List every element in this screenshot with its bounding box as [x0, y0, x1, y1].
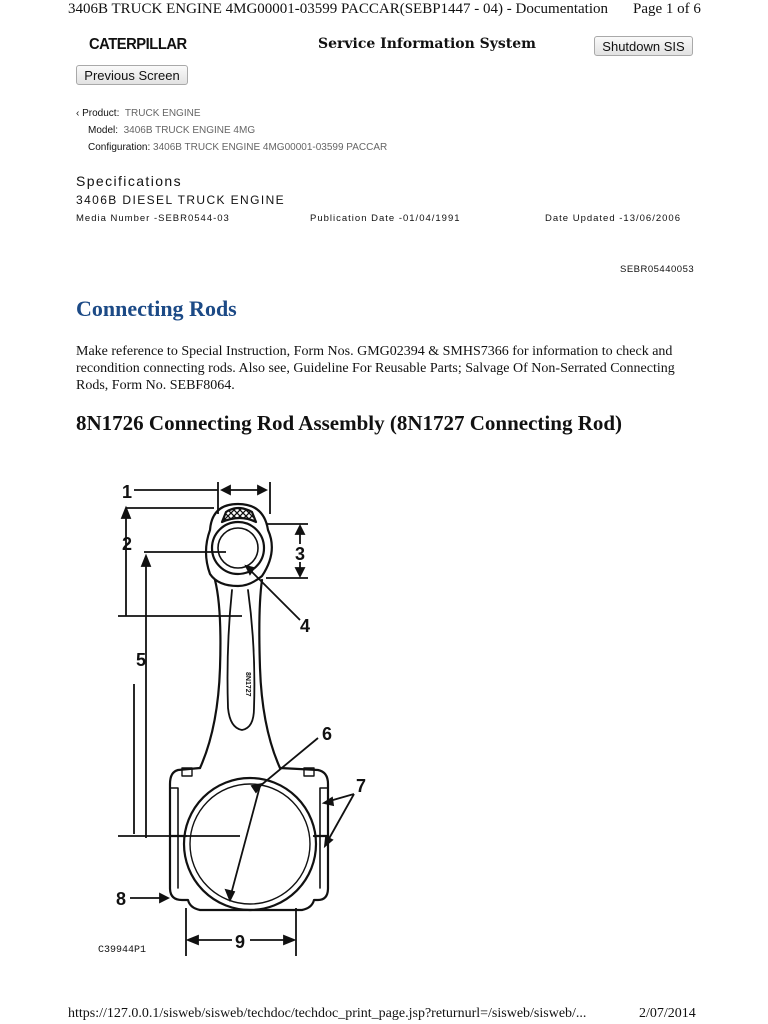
callout-4: 4 [300, 616, 311, 636]
small-end-bushing [218, 528, 258, 568]
product-value: TRUCK ENGINE [124, 108, 201, 119]
shank-web [228, 590, 255, 730]
model-label: Model: [88, 125, 119, 136]
publication-date: Publication Date -01/04/1991 [310, 213, 461, 224]
figure-id: C39944P1 [98, 945, 147, 956]
section-body: Make reference to Special Instruction, Form Nos. GMG02394 & SMHS7366 for information to check and recondition connecting rods. Also see, Guideline For Reusable Parts; Salvage Of Non-Serrated Connecting Rods, Form No. SEBF8064. [76, 344, 675, 393]
callout-1: 1 [122, 482, 133, 502]
previous-screen-button[interactable]: Previous Screen [76, 65, 188, 85]
document-title: 3406B TRUCK ENGINE 4MG00001-03599 PACCAR(SEBP1447 - 04) - Documentation [68, 1, 609, 17]
configuration-label: Configuration: [88, 142, 151, 153]
callout-6: 6 [322, 724, 333, 744]
callout-2: 2 [122, 534, 133, 554]
big-end-outline [170, 768, 328, 910]
callout-5: 5 [136, 650, 147, 670]
footer-url[interactable]: https://127.0.0.1/sisweb/sisweb/techdoc/techdoc_print_page.jsp?returnurl=/sisweb/sisweb/... [68, 1006, 587, 1021]
callout-9: 9 [235, 932, 246, 952]
rod-part-marking: 8N1727 [244, 672, 251, 697]
callout-8: 8 [116, 889, 127, 909]
product-label: Product: [82, 108, 120, 119]
spec-subtitle: 3406B DIESEL TRUCK ENGINE [76, 193, 286, 207]
date-updated: Date Updated -13/06/2006 [545, 213, 681, 224]
big-end-bore [184, 778, 316, 910]
bushing-hatch [222, 508, 256, 522]
page-indicator: Page 1 of 6 [633, 1, 701, 17]
configuration-row [88, 142, 387, 153]
model-value: 3406B TRUCK ENGINE 4MG [123, 125, 256, 136]
system-title: Service Information System [318, 36, 536, 52]
product-row [76, 108, 200, 119]
shank-left [200, 580, 220, 768]
subsection-heading: 8N1726 Connecting Rod Assembly (8N1727 Connecting Rod) [76, 411, 623, 435]
configuration-value: 3406B TRUCK ENGINE 4MG00001-03599 PACCAR [153, 142, 388, 153]
caterpillar-logo: CATERPILLAR [89, 36, 187, 53]
shutdown-sis-button[interactable]: Shutdown SIS [594, 36, 693, 56]
shank-right [259, 580, 280, 768]
big-end-bearing [190, 784, 310, 904]
back-arrow-icon[interactable]: ‹ [76, 108, 83, 119]
connecting-rod-diagram [90, 468, 390, 968]
spec-title: Specifications [76, 173, 182, 189]
callout-7: 7 [356, 776, 367, 796]
callout-3: 3 [295, 544, 306, 564]
document-id: SEBR05440053 [620, 264, 695, 275]
section-heading: Connecting Rods [76, 296, 237, 321]
model-row [88, 125, 255, 136]
small-end-bore [212, 522, 264, 574]
media-number: Media Number -SEBR0544-03 [76, 213, 230, 224]
bolt-boss-left [170, 788, 178, 888]
footer-date: 2/07/2014 [639, 1006, 696, 1021]
